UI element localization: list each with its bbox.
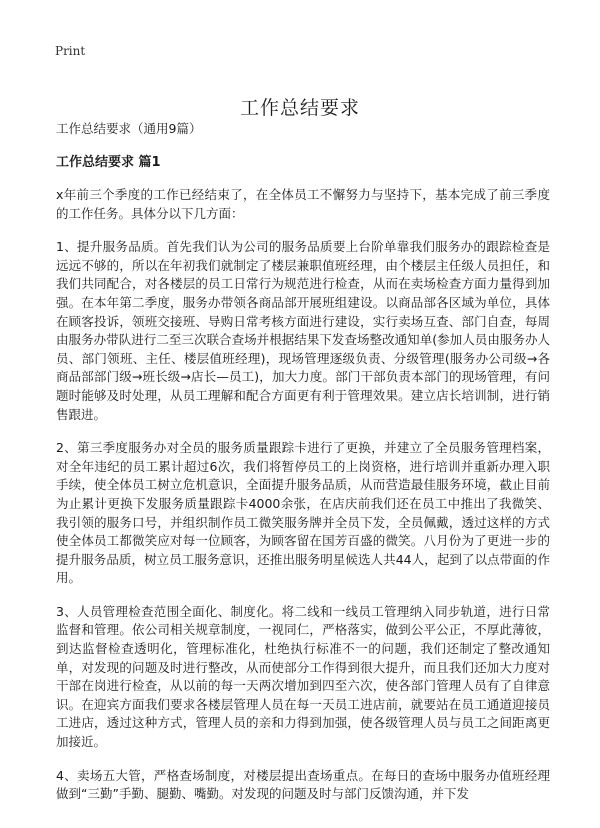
paragraph-1: 1、提升服务品质。首先我们认为公司的服务品质要上台阶单靠我们服务办的跟踪检查是远远不够的，所以在年初我们就制定了楼层兼职值班经理，由个楼层主任级人员担任，和我们共同配合，对各楼层的员工日常行为规范进行检查，从而在卖场检查方面力量得到加强。在本年第二季度，服务办带领各商品部开展班组建设。以商品部各区域为单位，具体在顾客投诉，领班交接班、导购日常考核方面进行建设，实行卖场互查、部门自查，每周由服务办带队进行二至三次联合查场并根据结果下发查场整改通知单(参加人员由服务办人员、部门领班、主任、楼层值班经理)，现场管理逐级负责、分级管理(服务办公司级→各商品部部门级→班长级→店长—员工)，加大力度。部门干部负责本部门的现场管理，有问题时能够及时处理，从员工理解和配合方面更有利于管理效果。建立店长培训制，进行销售跟进。 bbox=[56, 239, 550, 422]
paragraph-intro: x年前三个季度的工作已经结束了，在全体员工不懈努力与坚持下，基本完成了前三季度的工作任务。具体分以下几方面： bbox=[56, 187, 550, 221]
document-body bbox=[56, 120, 550, 819]
document-title: 工作总结要求 bbox=[239, 96, 360, 119]
paragraph-3: 3、人员管理检查范围全面化、制度化。将二线和一线员工管理纳入同步轨道，进行日常监督和管理。依公司相关规章制度，一视同仁，严格落实，做到公平公正，不厚此薄彼，到达监督检查透明化，管理标准化，杜绝执行标准不一的问题，我们还制定了整改通知单，对发现的问题及时进行整改，从而使部分工作得到很大提升，而且我们还加大力度对干部在岗进行检查，从以前的每一天两次增加到四至六次，使各部门管理人员有了自律意识。在迎宾方面我们要求各楼层管理人员在每一天员工进店前，就要站在员工通道迎接员工进店，透过这种方式，管理人员的亲和力得到加强，使各级管理人员与员工之间距离更加接近。 bbox=[56, 603, 550, 750]
document-subtitle: 工作总结要求（通用9篇） bbox=[56, 121, 202, 136]
paragraph-2: 2、第三季度服务办对全员的服务质量跟踪卡进行了更换，并建立了全员服务管理档案，对全年违纪的员工累计超过6次，我们将暂停员工的上岗资格，进行培训并重新办理入职手续，使全体员工树立危机意识，全面提升服务品质，从而营造最佳服务环境，截止目前为止累计更换下发服务质量跟踪卡4000余张，在店庆前我们还在员工中推出了我微笑、我引领的服务口号，并组织制作员工微笑服务牌并全员下发，全员佩戴，透过这样的方式使全体员工都微笑应对每一位顾客，为顾客留在国芳百盛的微笑。八月份为了更进一步的提升服务品质，树立员工服务意识，还推出服务明星候选人共44人，起到了以点带面的作用。 bbox=[56, 440, 550, 586]
print-link[interactable]: Print bbox=[55, 44, 86, 58]
section-heading: 工作总结要求 篇1 bbox=[56, 155, 161, 170]
paragraph-4: 4、卖场五大管，严格查场制度，对楼层提出查场重点。在每日的查场中服务办值班经理做到“三勤”手勤、腿勤、嘴勤。对发现的问题及时与部门反馈沟通，并下发 bbox=[56, 767, 550, 802]
